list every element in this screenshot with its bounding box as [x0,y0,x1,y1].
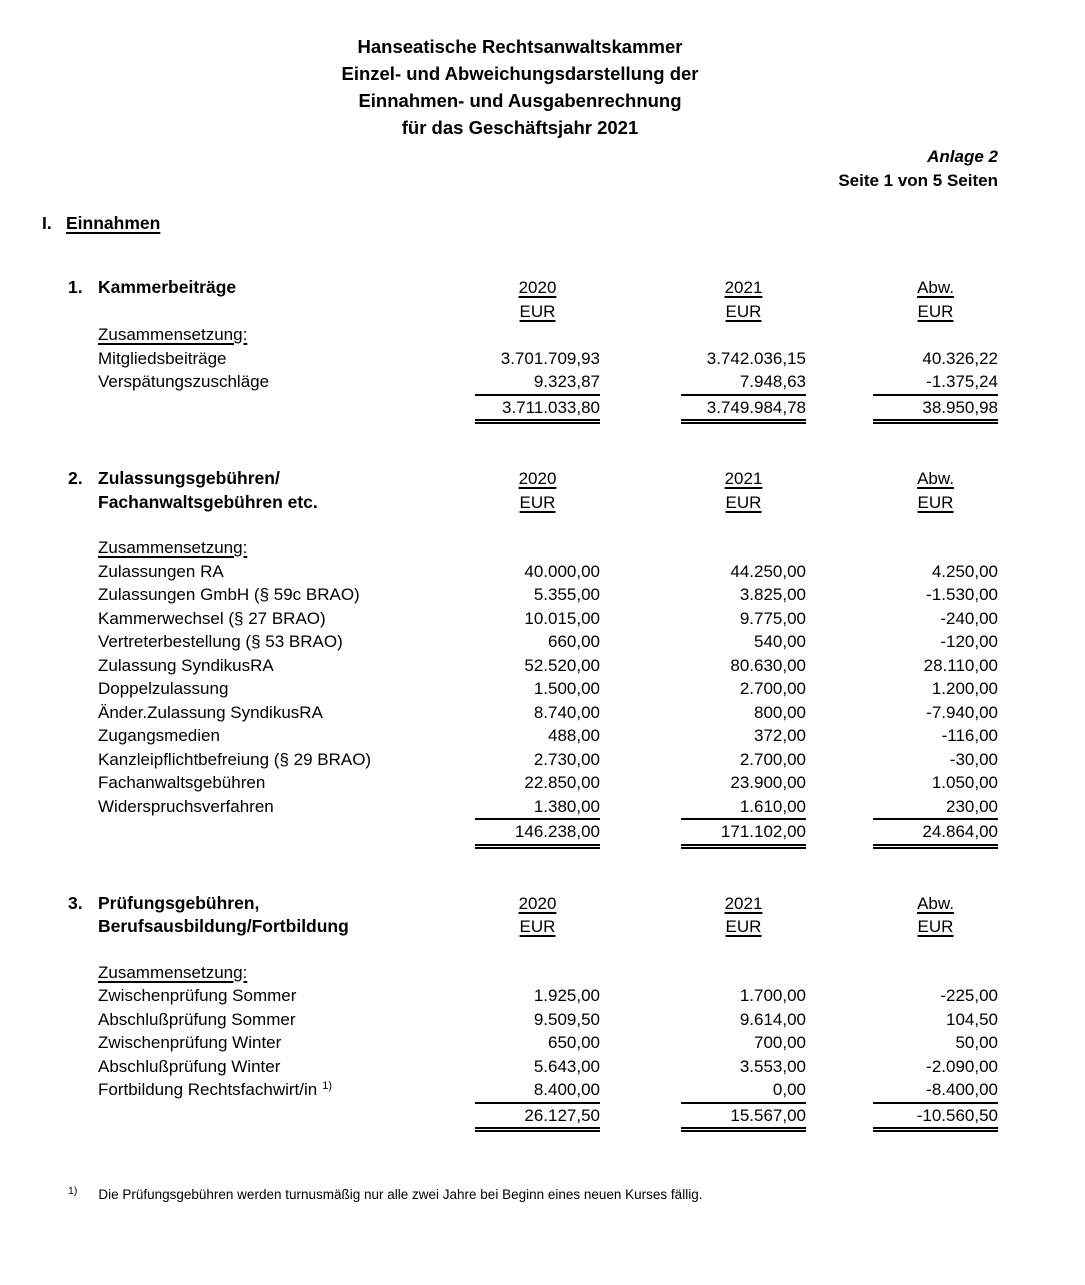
value-2020: 8.740,00 [533,702,600,722]
section-number: 1. [68,277,83,297]
value-2021: 0,00 [681,1078,806,1104]
value-2020: 22.850,00 [524,773,600,792]
total-2020: 3.711.033,80 [475,396,600,422]
total-abw: 38.950,98 [873,396,998,422]
row-label: Änder.Zulassung SyndikusRA [98,702,323,722]
total-2021: 171.102,00 [681,820,806,846]
value-2020: 5.355,00 [533,585,600,604]
section-unit-row [42,491,998,515]
value-abw: -116,00 [941,726,998,745]
section-title: Kammerbeiträge [98,277,237,297]
column-header-2020: 2020 [518,893,557,913]
row-label: Fachanwaltsgebühren [98,773,266,792]
value-2021: 1.700,00 [739,986,806,1005]
row-label: Kammerwechsel (§ 27 BRAO) [98,608,326,628]
table-row [42,677,998,701]
composition-row [42,323,998,347]
value-2020: 8.400,00 [475,1078,600,1104]
value-2021: 7.948,63 [681,370,806,396]
value-abw: -225,00 [940,986,998,1005]
row-label: Fortbildung Rechtsfachwirt/in $^{1)}$ [98,1080,332,1099]
unit-label-abw: EUR [917,301,954,321]
row-label: Doppelzulassung [98,679,229,698]
total-2021: 3.749.984,78 [681,396,806,422]
value-2020: 9.509,50 [533,1009,600,1029]
value-abw: -8.400,00 [873,1078,998,1104]
value-2021: 700,00 [754,1033,806,1052]
title-line-2: Einzel- und Abweichungsdarstellung der [341,63,699,84]
table-row [42,724,998,748]
unit-label-2021: EUR [725,917,762,936]
section-title-line-2: Fachanwaltsgebühren etc. [98,491,318,512]
table-row [42,1055,998,1079]
value-2020: 650,00 [548,1033,600,1052]
row-label: Zwischenprüfung Winter [98,1033,282,1052]
table-row [42,654,998,678]
column-header-2020: 2020 [518,278,557,297]
total-2021: 15.567,00 [681,1104,806,1130]
section-zulassungsgebuehren [42,467,998,846]
table-row [42,607,998,631]
column-header-abw: Abw. [917,893,954,913]
composition-row [42,536,998,560]
row-label: Vertreterbestellung (§ 53 BRAO) [98,632,343,651]
value-2021: 3.553,00 [739,1056,806,1076]
value-abw: 50,00 [955,1033,998,1052]
section-kammerbeitraege [42,276,998,421]
total-2020: 146.238,00 [475,820,600,846]
value-2021: 372,00 [754,726,806,745]
row-label: Zugangsmedien [98,726,220,745]
value-2020: 2.730,00 [533,749,600,769]
column-header-2020: 2020 [518,469,557,488]
value-2021: 3.742.036,15 [706,348,806,368]
row-label: Mitgliedsbeiträge [98,348,227,368]
row-label: Abschlußprüfung Winter [98,1056,281,1076]
value-2020: 660,00 [548,632,600,651]
unit-label-2021: EUR [725,492,762,512]
section-unit-row [42,915,998,939]
row-label: Verspätungszuschläge [98,372,270,391]
title-line-3: Einnahmen- und Ausgabenrechnung [358,90,682,111]
section-number: 3. [68,892,83,913]
annex-label: Anlage 2 [927,147,998,166]
value-2021: 800,00 [754,702,806,722]
total-row [42,396,998,422]
row-label: Zulassungen GmbH (§ 59c BRAO) [98,585,360,604]
value-2021: 23.900,00 [730,773,806,792]
value-2020: 9.323,87 [475,370,600,396]
unit-label-abw: EUR [917,917,954,936]
table-row [42,1078,998,1104]
value-2020: 5.643,00 [533,1056,600,1076]
value-2021: 2.700,00 [739,749,806,769]
value-abw: -240,00 [940,608,998,628]
table-row [42,347,998,371]
unit-label-abw: EUR [917,492,954,512]
table-row [42,771,998,795]
value-2021: 9.775,00 [739,608,806,628]
total-2020: 26.127,50 [475,1104,600,1130]
row-label: Abschlußprüfung Sommer [98,1009,296,1029]
value-abw: -1.530,00 [926,585,998,604]
column-header-abw: Abw. [917,469,954,488]
footnote [42,1185,998,1204]
title-line-1: Hanseatische Rechtsanwaltskammer [357,36,683,57]
value-abw: -1.375,24 [873,370,998,396]
total-abw: -10.560,50 [873,1104,998,1130]
value-2021: 3.825,00 [739,585,806,604]
unit-label-2020: EUR [519,301,556,321]
section-header-row [42,467,998,491]
composition-label: Zusammensetzung: [98,538,248,557]
column-header-2021: 2021 [724,893,763,913]
composition-label: Zusammensetzung: [98,325,248,344]
heading-numeral: I. [42,213,52,233]
table-row [42,701,998,725]
row-label: Zulassungen RA [98,561,224,581]
value-2021: 9.614,00 [739,1009,806,1029]
table-row [42,1031,998,1055]
row-label: Zulassung SyndikusRA [98,655,274,675]
value-abw: -30,00 [949,749,998,769]
table-row [42,583,998,607]
total-row [42,820,998,846]
page-number: Seite 1 von 5 Seiten [838,171,998,190]
value-2020: 1.500,00 [533,679,600,698]
value-abw: 230,00 [873,795,998,821]
value-2020: 3.701.709,93 [500,348,600,368]
value-2020: 40.000,00 [524,561,600,581]
footnote-marker: 1) [68,1185,78,1197]
section-title-line-2: Berufsausbildung/Fortbildung [98,916,349,936]
section-header-row [42,276,998,300]
table-row [42,630,998,654]
value-abw: 104,50 [946,1009,998,1029]
column-header-2021: 2021 [724,278,763,297]
value-abw: 1.200,00 [931,679,998,698]
footnote-text: Die Prüfungsgebühren werden turnusmäßig nur alle zwei Jahre bei Beginn eines neuen Kurses fällig. [98,1187,703,1202]
column-header-abw: Abw. [917,278,954,297]
section-pruefungsgebuehren [42,892,998,1130]
value-2021: 80.630,00 [730,655,806,675]
heading-label: Einnahmen [66,213,161,233]
table-row [42,795,998,821]
column-header-2021: 2021 [724,469,763,488]
table-row [42,748,998,772]
section-unit-row [42,300,998,324]
table-row [42,560,998,584]
value-2020: 52.520,00 [524,655,600,675]
total-row [42,1104,998,1130]
footnote-ref: 1) [322,1080,332,1092]
table-row [42,370,998,396]
value-2021: 44.250,00 [730,561,806,581]
composition-row [42,961,998,985]
unit-label-2021: EUR [725,301,762,321]
value-2020: 10.015,00 [524,608,600,628]
value-2020: 1.925,00 [533,986,600,1005]
value-abw: 28.110,00 [923,655,998,675]
unit-label-2020: EUR [519,492,556,512]
section-number: 2. [68,468,83,488]
title-line-4: für das Geschäftsjahr 2021 [401,117,639,138]
value-2020: 488,00 [548,726,600,745]
table-row [42,984,998,1008]
annex-block [42,145,998,193]
section-header-row [42,892,998,916]
value-2020: 1.380,00 [475,795,600,821]
value-abw: -120,00 [940,632,998,651]
row-label: Zwischenprüfung Sommer [98,986,297,1005]
value-2021: 540,00 [754,632,806,651]
value-abw: -7.940,00 [926,702,998,722]
value-2021: 1.610,00 [681,795,806,821]
value-abw: -2.090,00 [926,1056,998,1076]
composition-label: Zusammensetzung: [98,962,248,982]
value-abw: 40.326,22 [922,348,998,368]
document-title [42,33,998,141]
row-label: Kanzleipflichtbefreiung (§ 29 BRAO) [98,749,372,769]
value-2021: 2.700,00 [739,679,806,698]
total-abw: 24.864,00 [873,820,998,846]
unit-label-2020: EUR [519,917,556,936]
section-heading-einnahmen [42,213,998,234]
section-title: Prüfungsgebühren, [98,892,260,913]
row-label: Widerspruchsverfahren [98,796,274,816]
value-abw: 4.250,00 [931,561,998,581]
table-row [42,1008,998,1032]
section-title: Zulassungsgebühren/ [98,468,280,488]
value-abw: 1.050,00 [931,773,998,792]
